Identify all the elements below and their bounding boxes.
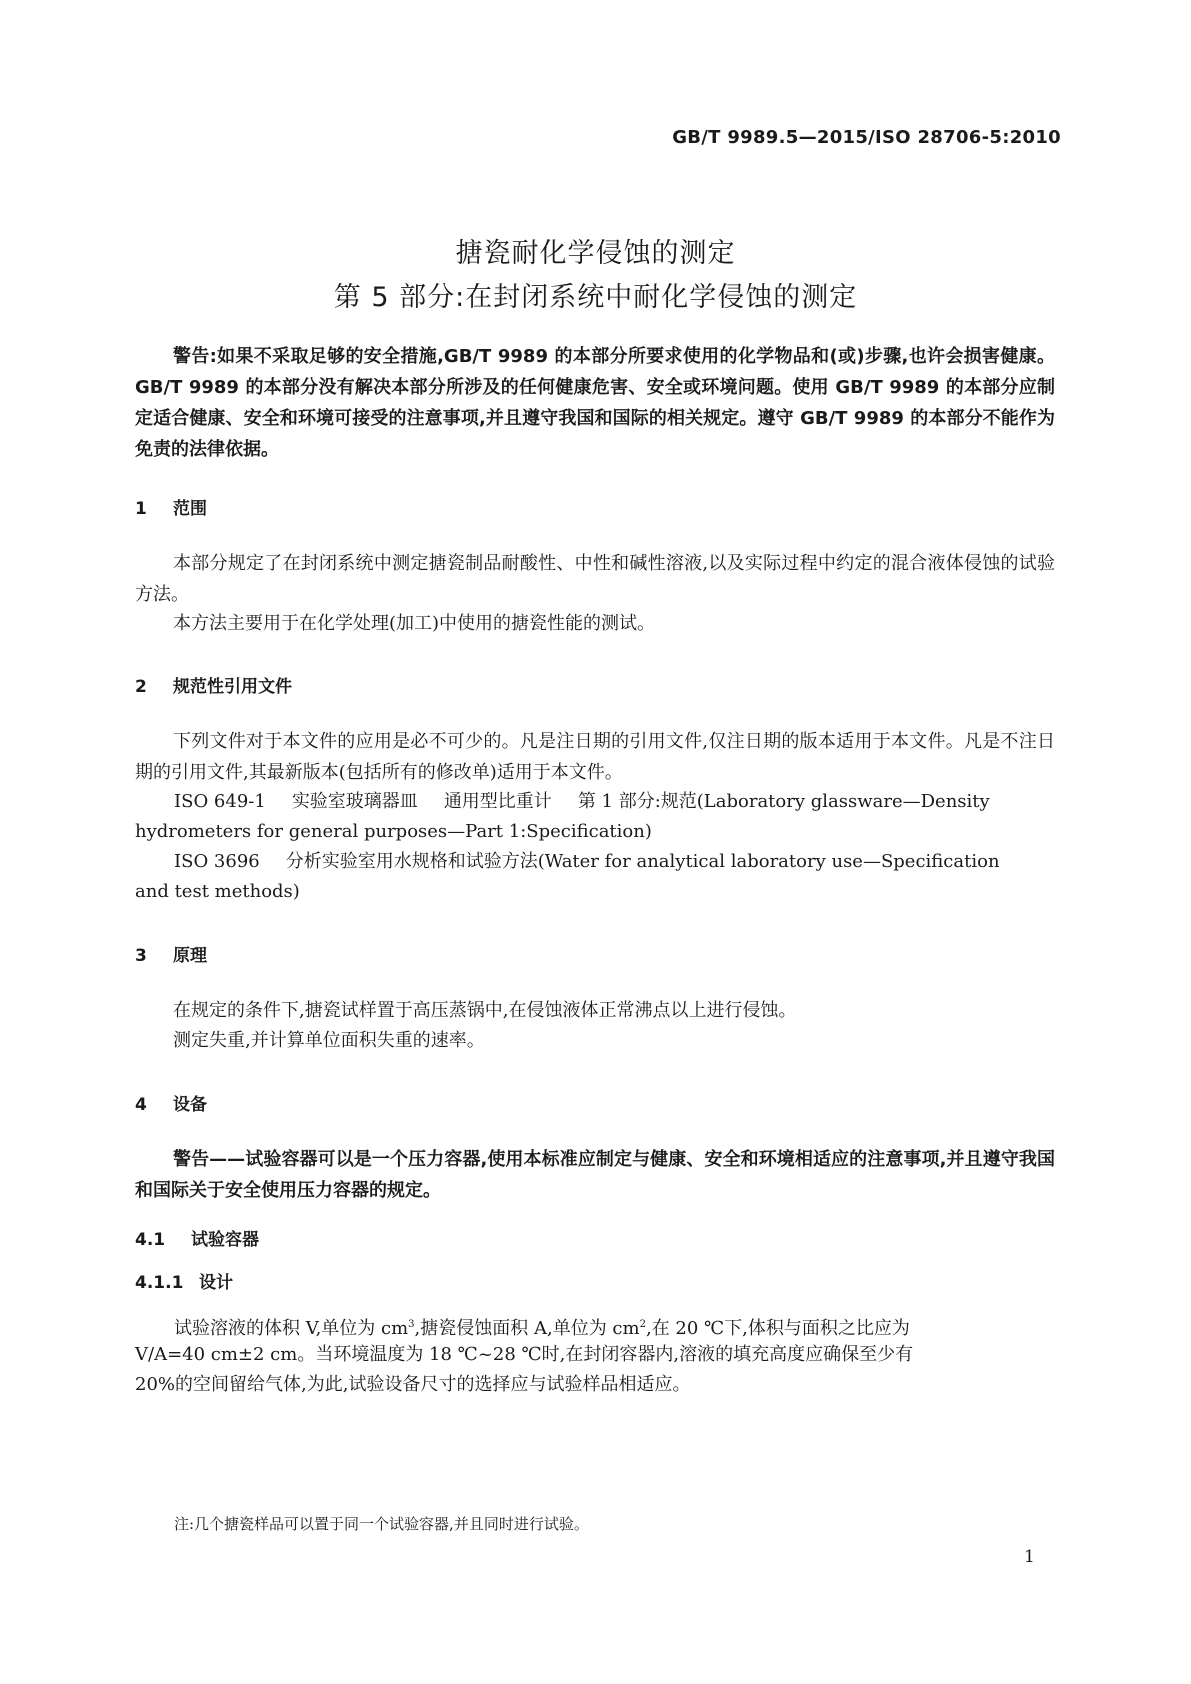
- design-text: 试验溶液的体积 V,单位为 cm: [174, 1318, 409, 1339]
- section-number: 2: [135, 677, 147, 697]
- section-3-heading: [135, 941, 207, 966]
- section-number: 1: [135, 499, 147, 519]
- design-text: ,搪瓷侵蚀面积 A,单位为 cm: [414, 1318, 640, 1339]
- design-text: ,在 20 ℃下,体积与面积之比应为: [645, 1318, 910, 1339]
- section-number: 4.1.1: [135, 1273, 184, 1293]
- page-number: 1: [1024, 1547, 1035, 1567]
- note: 注:几个搪瓷样品可以置于同一个试验容器,并且同时进行试验。: [174, 1515, 589, 1533]
- principle-paragraph-1: 在规定的条件下,搪瓷试样置于高压蒸锅中,在侵蚀液体正常沸点以上进行侵蚀。: [173, 1000, 797, 1021]
- safety-warning: 警告:如果不采取足够的安全措施,GB/T 9989 的本部分所要求使用的化学物品和(或)步骤,也许会损害健康。GB/T 9989 的本部分没有解决本部分所涉及的任何健康危害、安全或环境问题。使用 GB/T 9989 的本部分应制定适合健康、安全和环境可接受的注意事项,并且遵守我国和国际的相关规定。遵守 GB/T 9989 的本部分不能作为免责的法律依据。: [135, 346, 1055, 460]
- section-title: 原理: [173, 946, 207, 966]
- section-number: 4: [135, 1095, 147, 1115]
- section-number: 3: [135, 946, 147, 966]
- section-4-1-1-heading: [135, 1268, 233, 1293]
- section-title: 试验容器: [191, 1230, 259, 1250]
- title-line-2: 第 5 部分:在封闭系统中耐化学侵蚀的测定: [333, 282, 858, 313]
- scope-paragraph-2: 本方法主要用于在化学处理(加工)中使用的搪瓷性能的测试。: [173, 613, 656, 634]
- section-2-heading: [135, 672, 292, 697]
- superscript: 2: [639, 1319, 646, 1330]
- superscript: 3: [408, 1319, 415, 1330]
- section-title: 设计: [199, 1273, 233, 1293]
- design-paragraph-line-3: 20%的空间留给气体,为此,试验设备尺寸的选择应与试验样品相适应。: [135, 1374, 691, 1395]
- section-4-1-heading: [135, 1225, 259, 1250]
- reference-title: 分析实验室用水规格和试验方法(Water for analytical laboratory use—Specification: [285, 851, 1000, 872]
- principle-paragraph-2: 测定失重,并计算单位面积失重的速率。: [173, 1030, 485, 1051]
- section-title: 范围: [173, 499, 207, 519]
- section-4-heading: [135, 1090, 207, 1115]
- title-line-1: 搪瓷耐化学侵蚀的测定: [455, 238, 736, 269]
- normative-intro-paragraph: 下列文件对于本文件的应用是必不可少的。凡是注日期的引用文件,仅注日期的版本适用于本文件。凡是不注日期的引用文件,其最新版本(包括所有的修改单)适用于本文件。: [135, 731, 1055, 783]
- reference-iso-3696-continued: and test methods): [135, 881, 300, 902]
- reference-iso-3696: [174, 846, 1055, 877]
- section-title: 设备: [173, 1095, 207, 1115]
- reference-code: ISO 3696: [174, 851, 260, 872]
- reference-iso-649-1: [174, 786, 1055, 817]
- reference-title-part: 实验室玻璃器皿: [291, 791, 418, 812]
- reference-title-part: 第 1 部分:规范(Laboratory glassware—Density: [577, 791, 990, 812]
- scope-paragraph-1: 本部分规定了在封闭系统中测定搪瓷制品耐酸性、中性和碱性溶液,以及实际过程中约定的混合液体侵蚀的试验方法。: [135, 553, 1055, 605]
- reference-code: ISO 649-1: [174, 791, 266, 812]
- reference-iso-649-1-continued: hydrometers for general purposes—Part 1:Specification): [135, 821, 652, 842]
- standard-code: GB/T 9989.5—2015/ISO 28706-5:2010: [672, 127, 1061, 148]
- design-paragraph-line-2: V/A=40 cm±2 cm。当环境温度为 18 ℃~28 ℃时,在封闭容器内,溶液的填充高度应确保至少有: [135, 1344, 914, 1365]
- section-number: 4.1: [135, 1230, 166, 1250]
- document-title: [0, 232, 1191, 320]
- section-title: 规范性引用文件: [173, 677, 292, 697]
- reference-title-part: 通用型比重计: [443, 791, 552, 812]
- pressure-vessel-warning: 警告——试验容器可以是一个压力容器,使用本标准应制定与健康、安全和环境相适应的注意事项,并且遵守我国和国际关于安全使用压力容器的规定。: [135, 1149, 1055, 1201]
- section-1-heading: [135, 494, 207, 519]
